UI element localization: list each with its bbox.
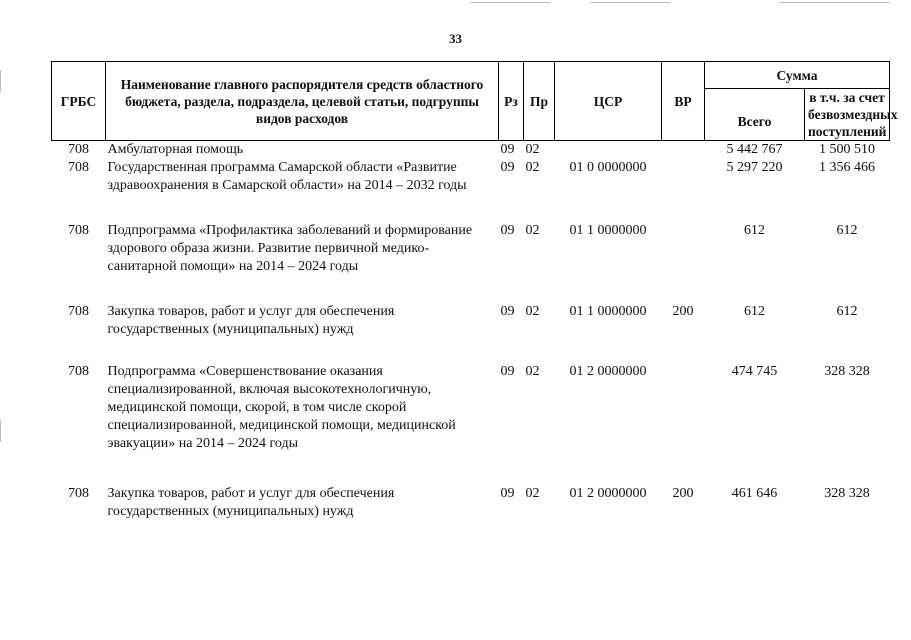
- col-header-grbs: ГРБС: [52, 62, 106, 141]
- page-number: 33: [449, 31, 462, 46]
- cell-rz: 09: [500, 223, 515, 238]
- cell-total: 5 297 220: [726, 160, 783, 175]
- cell-rz: 09: [500, 486, 515, 501]
- cell-rz: 09: [500, 142, 515, 157]
- cell-vr: 200: [672, 486, 694, 501]
- cell-free: 612: [836, 223, 858, 238]
- cell-total: 474 745: [731, 364, 778, 379]
- cell-csr: 01 2 0000000: [569, 486, 647, 501]
- cell-name: Подпрограмма «Профилактика заболеваний и формирование здорового образа жизни. Развитие первичной медико-санитарной помощи» на 2014 – 2024 годы: [107, 223, 473, 274]
- table-body: [52, 141, 890, 522]
- cell-name: Закупка товаров, работ и услуг для обеспечения государственных (муниципальных) нужд: [107, 304, 395, 337]
- cell-csr: 01 0 0000000: [569, 160, 647, 175]
- col-header-pr: Пр: [524, 62, 555, 141]
- cell-pr: 02: [525, 304, 540, 319]
- cell-pr: 02: [525, 486, 540, 501]
- cell-vr: [662, 159, 705, 222]
- cell-pr: 02: [525, 364, 540, 379]
- cell-pr: 02: [525, 160, 540, 175]
- cell-rz: 09: [500, 160, 515, 175]
- cell-name: Амбулаторная помощь: [107, 142, 244, 157]
- cell-csr: [555, 141, 662, 160]
- scan-edge-line: [470, 2, 550, 3]
- cell-csr: 01 1 0000000: [569, 304, 647, 319]
- cell-rz: 09: [500, 304, 515, 319]
- cell-rz: 09: [500, 364, 515, 379]
- col-header-vr: ВР: [662, 62, 705, 141]
- cell-grbs: 708: [68, 142, 89, 157]
- cell-name: Закупка товаров, работ и услуг для обеспечения государственных (муниципальных) нужд: [107, 486, 395, 519]
- cell-vr: [662, 363, 705, 485]
- cell-free: 612: [836, 304, 858, 319]
- cell-free: 328 328: [824, 486, 870, 501]
- col-header-csr: ЦСР: [555, 62, 662, 141]
- table-row: [52, 222, 890, 303]
- cell-vr: [662, 141, 705, 160]
- cell-grbs: 708: [68, 223, 89, 238]
- cell-grbs: 708: [68, 486, 89, 501]
- cell-free: 1 356 466: [819, 160, 875, 175]
- table-row: [52, 303, 890, 363]
- cell-name: Подпрограмма «Совершенствование оказания специализированной, включая высокотехнологичную, медицинской помощи, скорой, в том числе скорой специализированной, медицинской помощи, медицинской эвакуации» на 2014 – 2024 годы: [107, 364, 456, 451]
- scan-edge-line: [780, 2, 890, 3]
- cell-vr: [662, 222, 705, 303]
- scan-edge-mark: [0, 420, 1, 442]
- scan-edge-line: [590, 2, 670, 3]
- cell-total: 612: [744, 304, 765, 319]
- col-header-rz: Рз: [499, 62, 524, 141]
- cell-csr: 01 2 0000000: [569, 364, 647, 379]
- scan-edge-mark: [0, 70, 1, 92]
- budget-table: [51, 61, 898, 521]
- table-header: [52, 62, 898, 141]
- cell-free: 328 328: [824, 364, 870, 379]
- cell-vr: 200: [672, 304, 694, 319]
- cell-grbs: 708: [68, 304, 89, 319]
- cell-pr: 02: [525, 223, 540, 238]
- table-row: [52, 363, 890, 485]
- table-row: [52, 485, 890, 521]
- col-header-free: в т.ч. за счет безвозмездных поступлений: [805, 89, 890, 141]
- cell-free: 1 500 510: [819, 142, 875, 157]
- cell-total: 612: [744, 223, 765, 238]
- cell-pr: 02: [525, 142, 540, 157]
- cell-total: 461 646: [731, 486, 778, 501]
- cell-name: Государственная программа Самарской области «Развитие здравоохранения в Самарской области» на 2014 – 2032 годы: [107, 160, 467, 193]
- table-row: [52, 141, 890, 160]
- table-row: [52, 159, 890, 222]
- cell-csr: 01 1 0000000: [569, 223, 647, 238]
- cell-total: 5 442 767: [726, 142, 783, 157]
- cell-grbs: 708: [68, 364, 89, 379]
- col-header-name: Наименование главного распорядителя средств областного бюджета, раздела, подраздела, целевой статьи, подгруппы видов расходов: [106, 62, 499, 141]
- col-header-total: Всего: [705, 89, 805, 141]
- col-header-sum: Сумма: [705, 62, 890, 89]
- cell-grbs: 708: [68, 160, 89, 175]
